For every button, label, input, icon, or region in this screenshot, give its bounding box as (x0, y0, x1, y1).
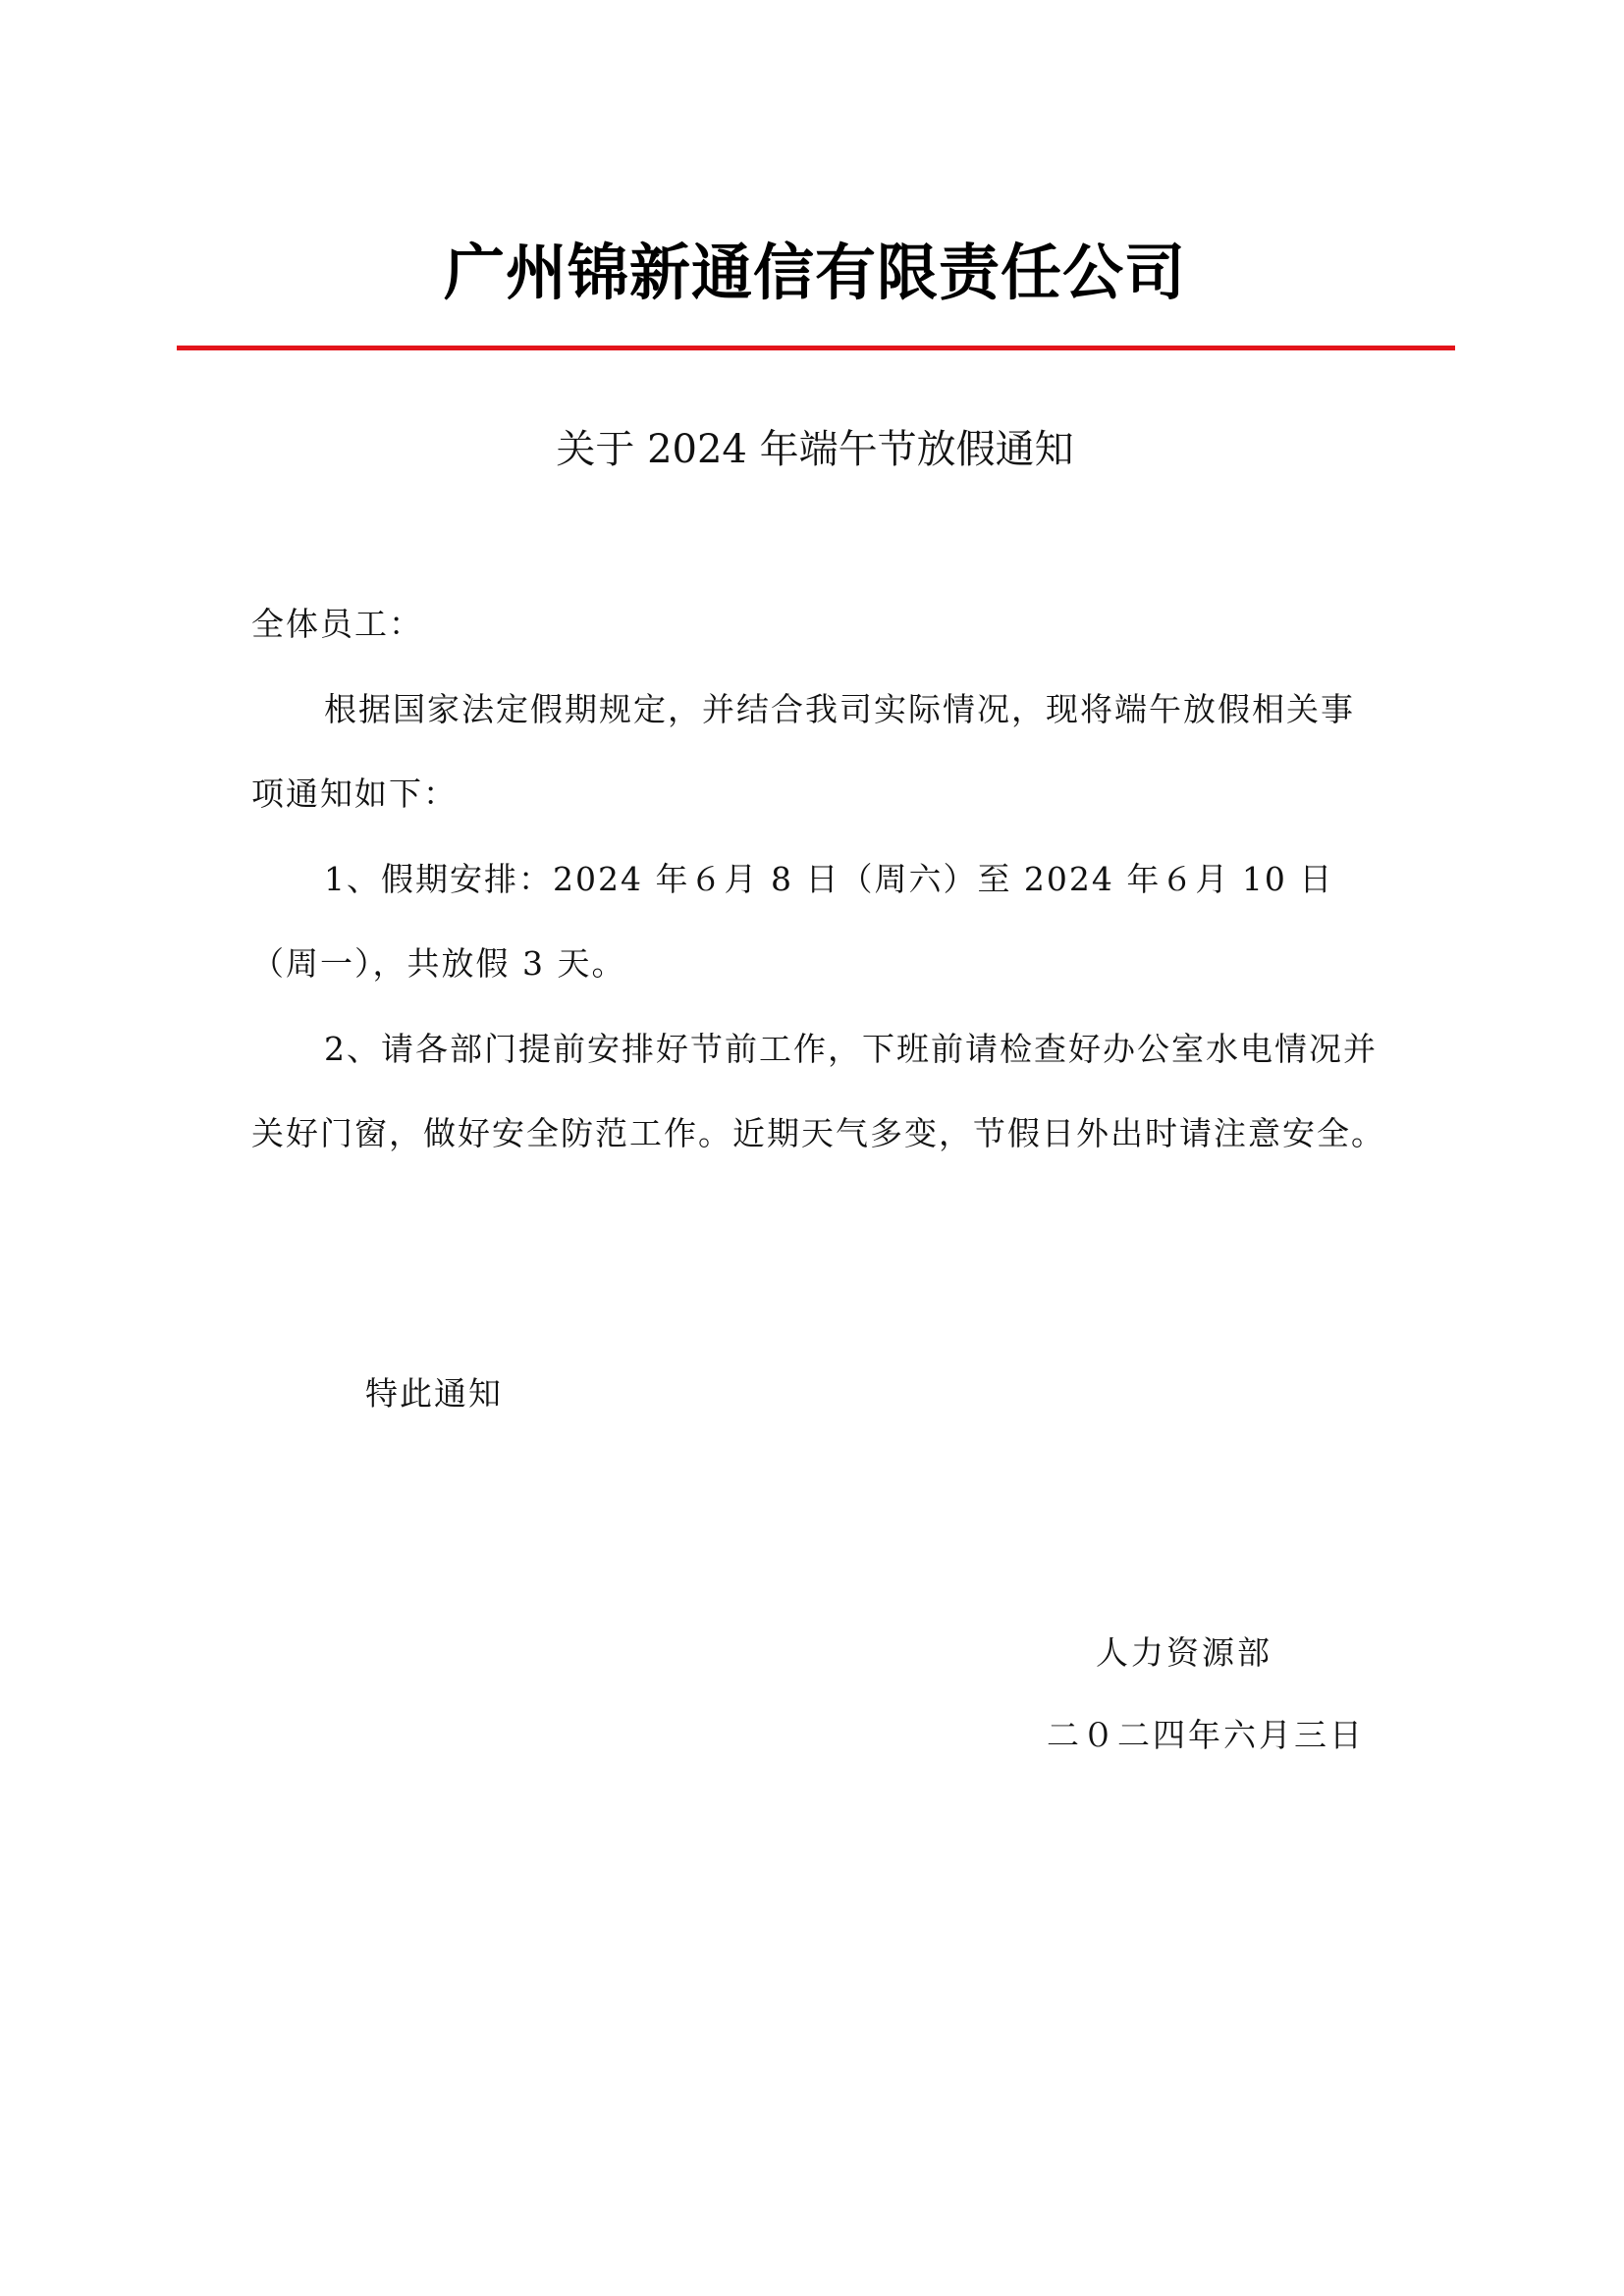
paragraph-safety-reminder: 2、请各部门提前安排好节前工作，下班前请检查好办公室水电情况并关好门窗，做好安全防范工作。近期天气多变，节假日外出时请注意安全。 (251, 1030, 1385, 1152)
signature-date: 二０二四年六月三日 (1047, 1716, 1365, 1754)
paragraph-intro: 根据国家法定假期规定，并结合我司实际情况，现将端午放假相关事项通知如下： (251, 690, 1355, 813)
closing-remark: 特此通知 (365, 1374, 503, 1413)
red-divider-rule (177, 346, 1455, 350)
salutation: 全体员工： (251, 605, 423, 643)
company-name-heading: 广州锦新通信有限责任公司 (443, 237, 1186, 308)
paragraph-holiday-schedule: 1、假期安排：2024 年６月 8 日（周六）至 2024 年６月 10 日（周一），共放假 3 天。 (251, 860, 1334, 983)
signature-department: 人力资源部 (1096, 1633, 1272, 1672)
notice-title: 关于 2024 年端午节放假通知 (556, 427, 1074, 472)
